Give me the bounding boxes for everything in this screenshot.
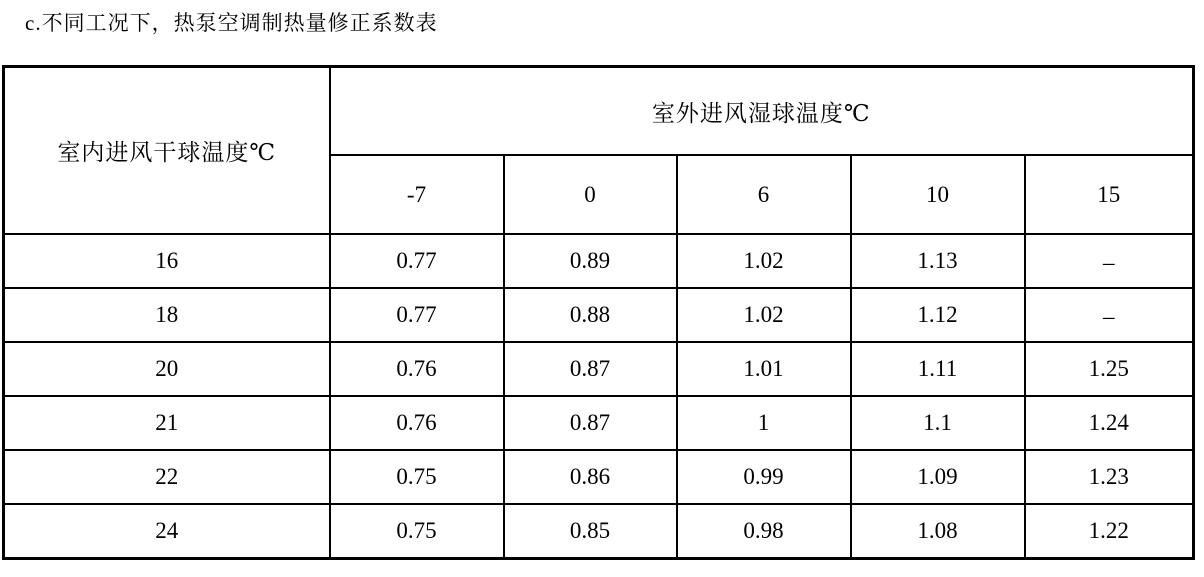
value-cell: 1.02 bbox=[677, 234, 851, 288]
value-cell bbox=[1025, 288, 1194, 342]
value-cell: 0.87 bbox=[504, 342, 677, 396]
value-cell: 0.87 bbox=[504, 396, 677, 450]
table-row bbox=[4, 234, 1194, 288]
subheader-cell: 0 bbox=[504, 155, 677, 234]
value-cell: 1.12 bbox=[851, 288, 1025, 342]
table-row bbox=[4, 504, 1194, 559]
value-cell: 0.77 bbox=[330, 234, 504, 288]
value-cell: 1.01 bbox=[677, 342, 851, 396]
value-cell: 1.1 bbox=[851, 396, 1025, 450]
value-cell: 0.76 bbox=[330, 342, 504, 396]
table-row bbox=[4, 450, 1194, 504]
value-cell: 0.89 bbox=[504, 234, 677, 288]
value-cell: 0.98 bbox=[677, 504, 851, 559]
value-cell: 1.24 bbox=[1025, 396, 1194, 450]
value-cell: 1.13 bbox=[851, 234, 1025, 288]
indoor-temp-cell: 16 bbox=[4, 234, 330, 288]
value-cell: 0.99 bbox=[677, 450, 851, 504]
value-cell: 0.75 bbox=[330, 450, 504, 504]
indoor-temp-cell: 22 bbox=[4, 450, 330, 504]
table-row bbox=[4, 288, 1194, 342]
indoor-temp-cell: 20 bbox=[4, 342, 330, 396]
value-cell: 1.11 bbox=[851, 342, 1025, 396]
table-row bbox=[4, 396, 1194, 450]
value-cell: 0.77 bbox=[330, 288, 504, 342]
value-cell: 1.22 bbox=[1025, 504, 1194, 559]
value-cell: 0.88 bbox=[504, 288, 677, 342]
no-data-dash: _ bbox=[1103, 296, 1115, 321]
value-cell: 0.75 bbox=[330, 504, 504, 559]
table-row bbox=[4, 342, 1194, 396]
subheader-cell: 15 bbox=[1025, 155, 1194, 234]
heating-correction-table bbox=[2, 65, 1195, 560]
column-axis-header: 室外进风湿球温度℃ bbox=[330, 67, 1194, 156]
header-row-1 bbox=[4, 67, 1194, 156]
subheader-cell: -7 bbox=[330, 155, 504, 234]
value-cell: 1 bbox=[677, 396, 851, 450]
indoor-temp-cell: 24 bbox=[4, 504, 330, 559]
value-cell: 1.25 bbox=[1025, 342, 1194, 396]
value-cell: 1.23 bbox=[1025, 450, 1194, 504]
value-cell: 0.85 bbox=[504, 504, 677, 559]
indoor-temp-cell: 21 bbox=[4, 396, 330, 450]
value-cell: 1.02 bbox=[677, 288, 851, 342]
row-axis-header: 室内进风干球温度℃ bbox=[4, 67, 330, 235]
indoor-temp-cell: 18 bbox=[4, 288, 330, 342]
no-data-dash: _ bbox=[1103, 242, 1115, 267]
value-cell: 1.09 bbox=[851, 450, 1025, 504]
value-cell: 0.86 bbox=[504, 450, 677, 504]
subheader-cell: 10 bbox=[851, 155, 1025, 234]
value-cell: 0.76 bbox=[330, 396, 504, 450]
value-cell: 1.08 bbox=[851, 504, 1025, 559]
table-caption: c.不同工况下，热泵空调制热量修正系数表 bbox=[25, 11, 438, 35]
subheader-cell: 6 bbox=[677, 155, 851, 234]
value-cell bbox=[1025, 234, 1194, 288]
